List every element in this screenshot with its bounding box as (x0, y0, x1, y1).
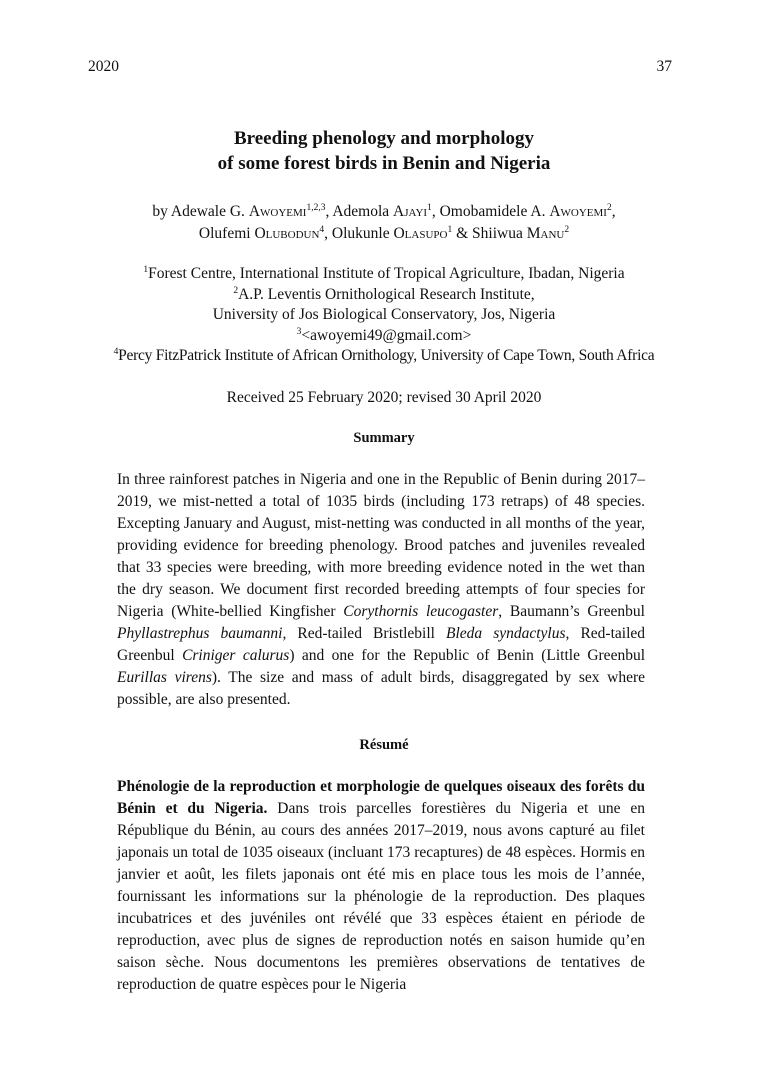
affiliations (0, 264, 768, 367)
author-surname: Awoyemi (549, 203, 607, 220)
author-given: , Olukunle (324, 225, 394, 242)
affil-marker: 1 (143, 264, 149, 275)
author-affil-marker: 2 (606, 202, 612, 213)
summary-text: , Baumann’s Greenbul (498, 603, 645, 620)
affil-marker: 2 (233, 285, 239, 296)
resume-heading: Résumé (359, 737, 409, 753)
author-affil-marker: 1,2,3 (306, 202, 326, 213)
species-name: Phyllastrephus baumanni, (117, 625, 287, 642)
author-given: & Shiiwua (452, 225, 527, 242)
author-affil-marker: 2 (564, 224, 570, 235)
affiliation-1 (0, 264, 768, 285)
author-prefix: by Adewale G. (152, 203, 249, 220)
author-line-2 (0, 223, 768, 245)
affil-marker: 3 (296, 326, 302, 337)
article-title (0, 126, 768, 176)
author-separator: , (611, 203, 616, 220)
species-name: Bleda syndactylus (446, 625, 566, 642)
author-given: , Ademola (325, 203, 394, 220)
affiliation-2 (0, 285, 768, 306)
author-affil-marker: 1 (427, 202, 432, 213)
species-name: Eurillas virens (117, 669, 212, 686)
resume-title: Phénologie de la reproduction et morphologie de quelques oiseaux des forêts du Bénin et du Nigeria. (117, 778, 645, 817)
author-affil-marker: 1 (447, 224, 453, 235)
author-surname: Manu (526, 225, 565, 242)
species-name: Criniger calurus (182, 647, 290, 664)
author-line-1 (0, 201, 768, 223)
summary-text: In three rainforest patches in Nigeria and one in the Republic of Benin during 2017–2019, we mist-netted a total of 1035 birds (including 173 retraps) of 48 species. Excepting January and August, mist-netting was conducted in all months of the year, providing evidence for breeding phenology. Brood patches and juveniles revealed that 33 species were breeding, with more breeding evidence noted in the wet than the dry season. We document first recorded breeding attempts of four species for Nigeria (White-bellied Kingfisher (117, 471, 645, 620)
summary-text: , Red-tailed Greenbul (117, 625, 646, 664)
summary-text: ) and one for the Republic of Benin (Little Greenbul (289, 647, 646, 664)
affiliation-2-cont: University of Jos Biological Conservatory, Jos, Nigeria (212, 306, 556, 323)
affil-marker: 4 (113, 346, 119, 357)
author-affil-marker: 4 (319, 224, 325, 235)
journal-year: 2020 (88, 58, 119, 75)
author-surname: Olubodun (254, 225, 320, 242)
affil-text: Percy FitzPatrick Institute of African Ornithology, University of Cape Town, South Africa (118, 347, 655, 364)
affiliation-4 (0, 346, 768, 367)
affil-text: Forest Centre, International Institute of Tropical Agriculture, Ibadan, Nigeria (148, 265, 625, 282)
email-text: <awoyemi49@gmail.com> (301, 326, 472, 344)
title-line-2: of some forest birds in Benin and Nigeria (217, 153, 551, 174)
running-head (88, 58, 672, 76)
summary-paragraph (117, 469, 645, 711)
summary-heading: Summary (353, 430, 415, 446)
author-surname: Olasupo (393, 225, 448, 242)
summary-text: ). The size and mass of adult birds, disaggregated by sex where possible, are also presented. (117, 669, 645, 708)
resume-paragraph (117, 776, 645, 996)
page-number: 37 (656, 58, 672, 75)
affiliation-3-email (0, 326, 768, 347)
author-surname: Awoyemi (248, 203, 307, 220)
resume-text: Dans trois parcelles forestières du Nigeria et une en République du Bénin, au cours des années 2017–2019, nous avons capturé au filet japonais un total de 1035 oiseaux (incluant 173 recaptures) de 48 espèces. Hormis en janvier et août, les filets japonais ont été mis en place tous les mois de l’année, fournissant les informations sur la phénologie de la reproduction. Des plaques incubatrices et des juvéniles ont révélé que 33 espèces étaient en période de reproduction, avec plus de signes de reproduction notés en saison humide qu’en saison sèche. Nous documentons les premières observations de tentatives de reproduction de quatre espèces pour le Nigeria (117, 800, 645, 993)
summary-text: Red-tailed Bristlebill (286, 625, 447, 642)
received-dates: Received 25 February 2020; revised 30 April 2020 (226, 389, 542, 406)
affil-text: A.P. Leventis Ornithological Research Institute, (238, 285, 535, 303)
author-surname: Ajayi (393, 203, 428, 220)
author-given: , Omobamidele A. (431, 203, 550, 220)
author-list (0, 201, 768, 245)
title-line-1: Breeding phenology and morphology (233, 128, 534, 149)
species-name: Corythornis leucogaster (343, 603, 499, 620)
author-given: Olufemi (198, 225, 255, 242)
